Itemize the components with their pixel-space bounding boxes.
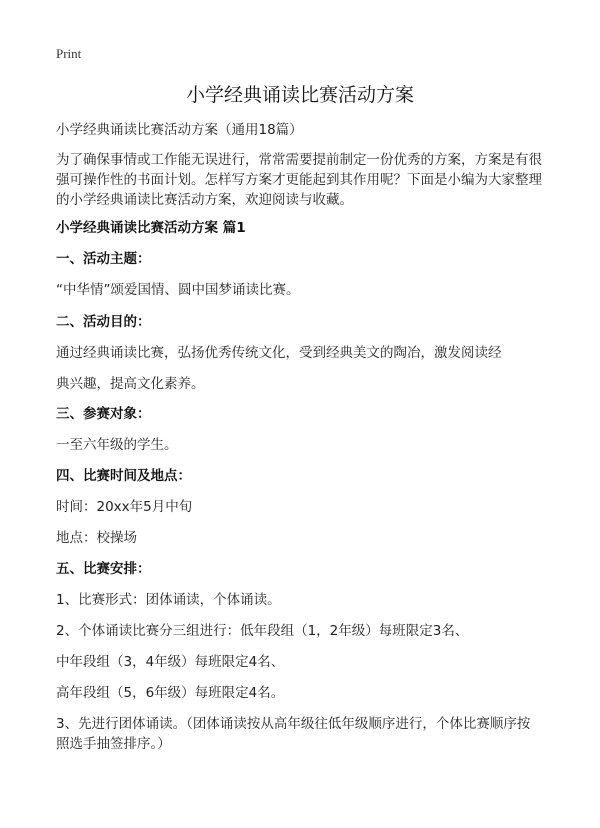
print-label: Print bbox=[56, 46, 82, 61]
intro-line-2: 强可操作性的书面计划。怎样写方案才更能起到其作用呢？下面是小编为大家整理 bbox=[56, 172, 542, 188]
document-subtitle: 小学经典诵读比赛活动方案（通用18篇） bbox=[56, 122, 303, 138]
theme-text: “中华情”颂爱国情、圆中国梦诵读比赛。 bbox=[56, 282, 300, 298]
article-heading: 小学经典诵读比赛活动方案 篇1 bbox=[56, 220, 246, 236]
arrangement-item-1: 1、比赛形式：团体诵读，个体诵读。 bbox=[56, 592, 281, 608]
place-text: 地点：校操场 bbox=[56, 530, 137, 546]
section-heading-purpose: 二、活动目的： bbox=[56, 314, 151, 330]
purpose-line-2: 典兴趣，提高文化素养。 bbox=[56, 376, 205, 392]
section-heading-theme: 一、活动主题： bbox=[56, 251, 151, 267]
intro-line-3: 的小学经典诵读比赛活动方案，欢迎阅读与收藏。 bbox=[56, 192, 353, 208]
purpose-line-1: 通过经典诵读比赛，弘扬优秀传统文化，受到经典美文的陶冶，激发阅读经 bbox=[56, 345, 502, 361]
arrangement-item-3-line-2: 照选手抽签排序。） bbox=[56, 736, 171, 752]
arrangement-item-2-middle-group: 中年段组（3，4年级）每班限定4名、 bbox=[56, 654, 285, 670]
arrangement-item-2: 2、个体诵读比赛分三组进行：低年段组（1，2年级）每班限定3名、 bbox=[56, 623, 469, 639]
section-heading-time-place: 四、比赛时间及地点： bbox=[56, 468, 191, 484]
section-heading-participants: 三、参赛对象： bbox=[56, 406, 151, 422]
section-heading-arrangement: 五、比赛安排： bbox=[56, 561, 151, 577]
page-title: 小学经典诵读比赛活动方案 bbox=[185, 84, 414, 106]
participants-text: 一至六年级的学生。 bbox=[56, 437, 178, 453]
arrangement-item-3-line-1: 3、先进行团体诵读。（团体诵读按从高年级往低年级顺序进行，个体比赛顺序按 bbox=[56, 716, 531, 732]
time-text: 时间：20xx年5月中旬 bbox=[56, 499, 193, 515]
intro-line-1: 为了确保事情或工作能无误进行，常常需要提前制定一份优秀的方案，方案是有很 bbox=[56, 152, 542, 168]
arrangement-item-2-upper-group: 高年段组（5，6年级）每班限定4名。 bbox=[56, 685, 285, 701]
